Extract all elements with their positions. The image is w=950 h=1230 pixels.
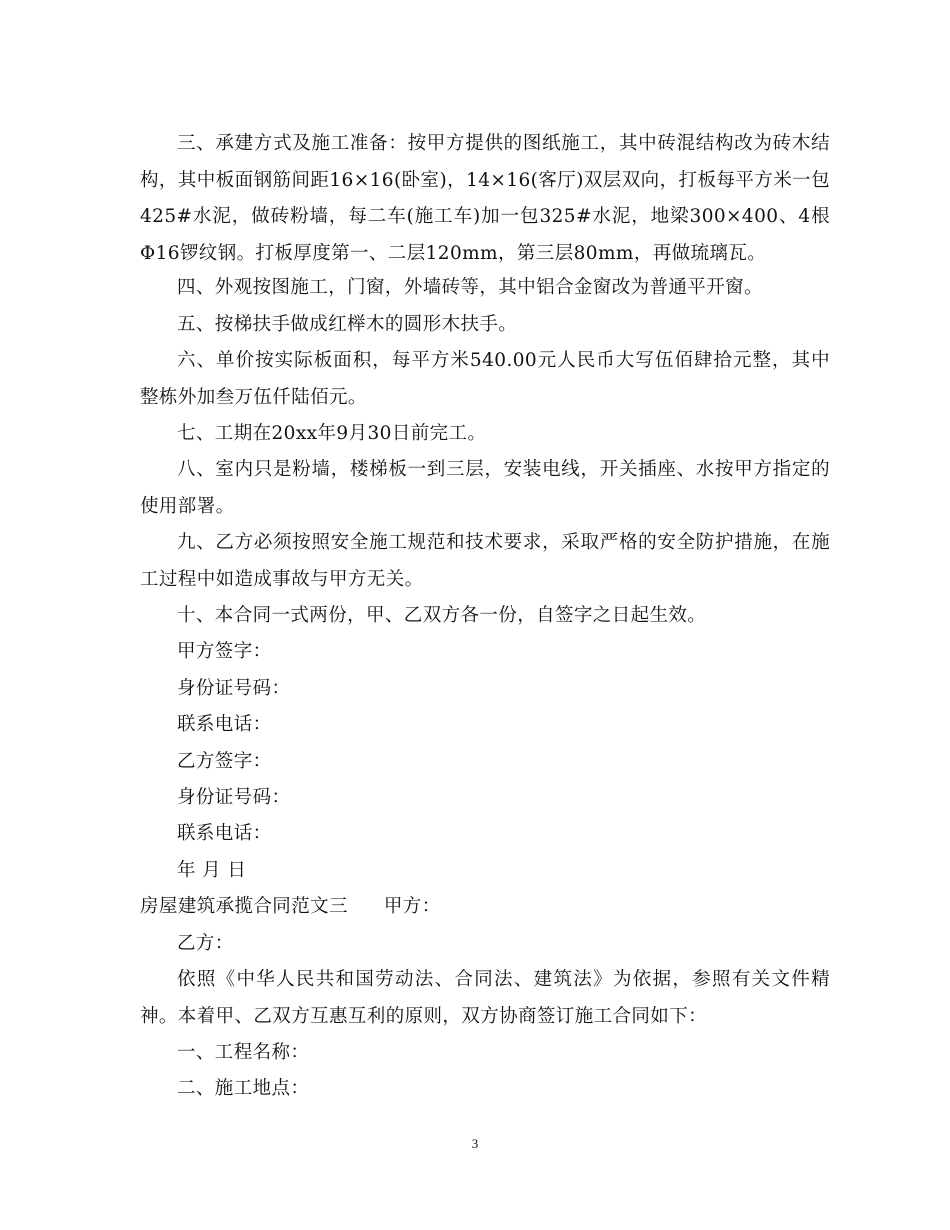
party-a-phone-label: 联系电话： [177,714,272,735]
date-line: 年 月 日 [177,860,247,881]
party-b-id-label: 身份证号码： [177,787,291,808]
item-project-name: 一、工程名称： [177,1042,310,1063]
section-title-line [140,889,441,926]
party-a-signature-label: 甲方签字： [177,641,272,662]
item-site-location: 二、施工地点： [177,1078,310,1099]
page-number: 3 [471,1136,479,1151]
contract-basis: 依照《中华人民共和国劳动法、合同法、建筑法》为依据，参照有关文件精神。本着甲、乙双方互惠互利的原则，双方协商签订施工合同如下： [140,969,830,1027]
party-b-signature-label: 乙方签字： [177,751,272,772]
clause-8: 八、室内只是粉墙，楼梯板一到三层，安装电线，开关插座、水按甲方指定的使用部署。 [140,459,830,517]
section-title: 房屋建筑承揽合同范文三 [140,896,348,917]
clause-6: 六、单价按实际板面积，每平方米540.00元人民币大写伍佰肆拾元整，其中整栋外加叁万伍仟陆佰元。 [140,350,830,408]
clause-5: 五、按梯扶手做成红榉木的圆形木扶手。 [177,314,518,335]
clause-3: 三、承建方式及施工准备：按甲方提供的图纸施工，其中砖混结构改为砖木结构，其中板面钢筋间距16×16(卧室)，14×16(客厅)双层双向，打板每平方米一包425#水泥，做砖粉墙，每二车(施工车)加一包325#水泥，地梁300×400、4根Φ16锣纹钢。打板厚度第一、二层120mm，第三层80mm，再做琉璃瓦。 [140,133,830,264]
party-b-label: 乙方： [177,933,234,954]
clause-10: 十、本合同一式两份，甲、乙双方各一份，自签字之日起生效。 [177,605,707,626]
clause-9: 九、乙方必须按照安全施工规范和技术要求，采取严格的安全防护措施，在施工过程中如造成事故与甲方无关。 [140,532,830,590]
party-a-label: 甲方： [383,896,441,917]
clause-7: 七、工期在20xx年9月30日前完工。 [177,423,487,444]
clause-4: 四、外观按图施工，门窗，外墙砖等，其中铝合金窗改为普通平开窗。 [177,277,763,298]
party-b-phone-label: 联系电话： [177,823,272,844]
party-a-id-label: 身份证号码： [177,678,291,699]
